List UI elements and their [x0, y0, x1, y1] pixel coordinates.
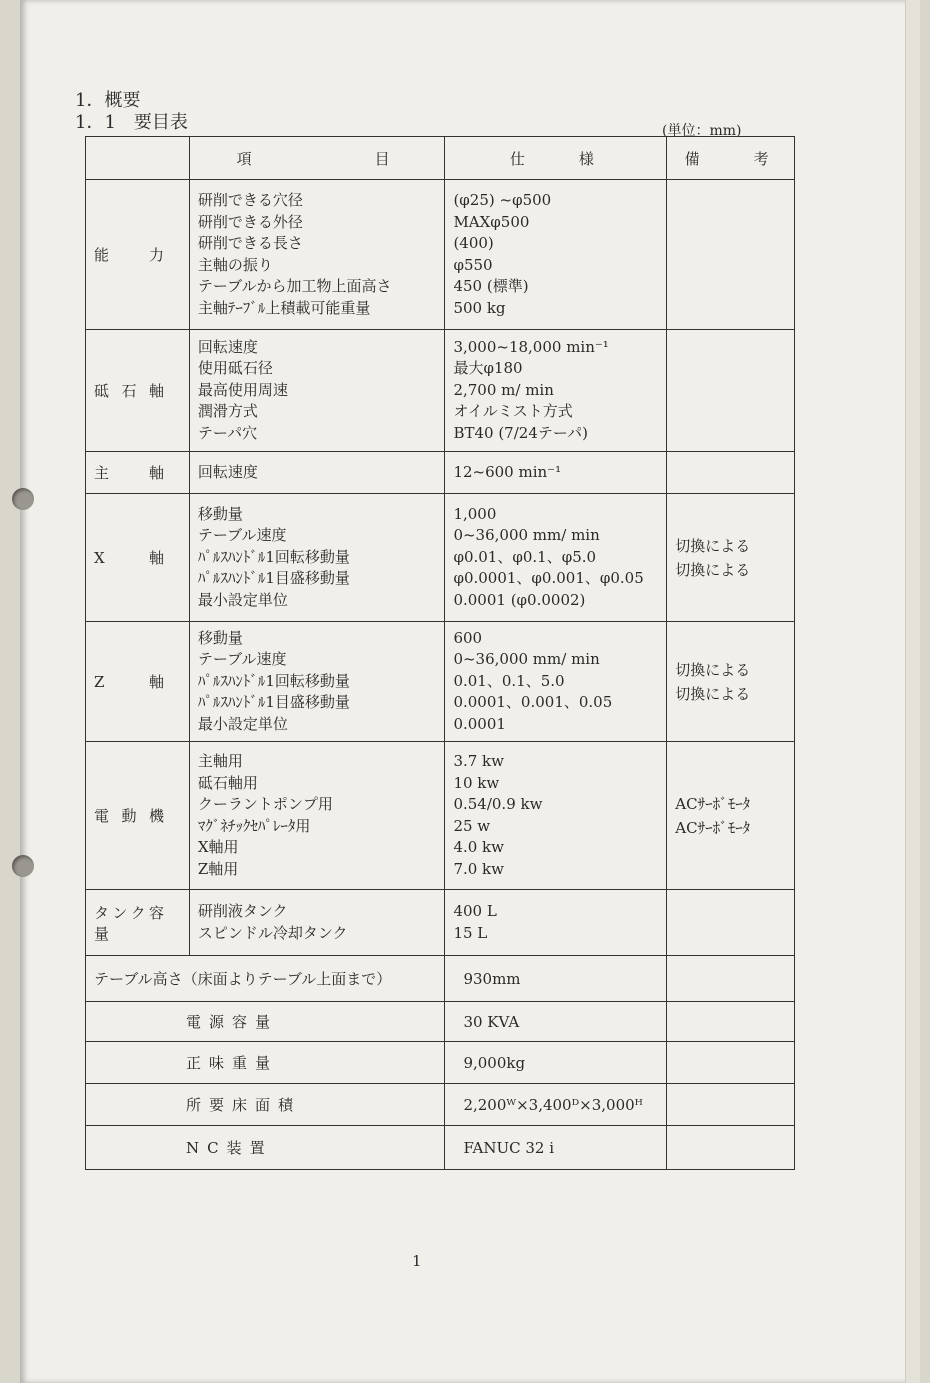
- spec-summary-row: [86, 956, 795, 1002]
- spec-cell: [445, 452, 667, 494]
- spec-summary-row: [86, 1084, 795, 1126]
- note-cell: [667, 622, 795, 742]
- subsection-title: 1．1 要目表: [75, 112, 188, 133]
- item-text: クーラントポンプ用: [197, 795, 333, 813]
- summary-note: [667, 1042, 795, 1084]
- header-item: 項 目: [189, 137, 445, 180]
- spec-text: 0~36,000 mm/ min: [453, 526, 600, 545]
- spec-summary-row: [86, 1126, 795, 1170]
- summary-note: [667, 1002, 795, 1042]
- section-title: 1．概要: [75, 90, 141, 111]
- header-blank: [86, 137, 190, 180]
- spec-text: 2,700 m/ min: [453, 380, 554, 399]
- item-text: 主軸ﾃｰﾌﾞﾙ上積載可能重量: [197, 298, 371, 317]
- summary-note: [667, 1126, 795, 1170]
- note-cell: [667, 890, 795, 956]
- item-cell: [189, 180, 445, 330]
- item-text: 主軸用: [197, 752, 243, 770]
- item-text: テーブル速度: [197, 650, 287, 669]
- summary-label: 正味重量: [86, 1042, 445, 1084]
- item-text: X軸用: [197, 838, 239, 856]
- item-text: 砥石軸用: [197, 773, 258, 792]
- spec-text: 0.01、0.1、5.0: [453, 671, 565, 690]
- spec-table: [85, 136, 795, 1170]
- spec-text: 500 kg: [453, 298, 506, 317]
- spec-text: 450 (標準): [453, 277, 529, 295]
- spec-text: φ550: [453, 255, 493, 274]
- category-cell: [86, 330, 190, 452]
- note-text: 切換による: [675, 684, 751, 703]
- item-text: テーブル速度: [197, 526, 287, 545]
- spec-cell: [445, 180, 667, 330]
- spec-text: MAXφ500: [453, 212, 530, 231]
- item-text: スピンドル冷却タンク: [197, 923, 348, 942]
- binder-ring: [12, 488, 34, 510]
- category-label: Z 軸: [94, 673, 164, 691]
- spec-text: 3.7 kw: [453, 752, 504, 770]
- item-text: 最小設定単位: [197, 590, 288, 609]
- spec-group-row: [86, 890, 795, 956]
- summary-note: [667, 956, 795, 1002]
- table-header-row: [86, 137, 795, 180]
- category-label: 砥 石 軸: [94, 382, 164, 400]
- spec-text: オイルミスト方式: [453, 402, 573, 421]
- spec-text: 600: [453, 628, 483, 647]
- summary-spec: 2,200ᵂ×3,400ᴰ×3,000ᴴ: [445, 1084, 667, 1126]
- item-cell: [189, 494, 445, 622]
- summary-spec: 9,000kg: [445, 1042, 667, 1084]
- spec-text: 0.0001: [453, 714, 506, 733]
- category-cell: [86, 622, 190, 742]
- spec-text: BT40 (7/24テーパ): [453, 423, 588, 442]
- spec-group-row: [86, 330, 795, 452]
- item-text: ﾏｸﾞﾈﾁｯｸｾﾊﾟﾚｰﾀ用: [197, 816, 311, 835]
- item-cell: [189, 622, 445, 742]
- spec-cell: [445, 330, 667, 452]
- spec-text: 0.0001、0.001、0.05: [453, 693, 613, 712]
- spec-text: (φ25) ~φ500: [453, 191, 552, 209]
- spec-summary-row: [86, 1002, 795, 1042]
- item-text: テーパ穴: [197, 423, 258, 442]
- note-text: 切換による: [675, 536, 751, 555]
- item-text: 研削できる穴径: [197, 191, 303, 209]
- summary-spec: 930mm: [445, 956, 667, 1002]
- item-text: 使用砥石径: [197, 359, 273, 378]
- spec-text: 0~36,000 mm/ min: [453, 650, 600, 669]
- item-cell: [189, 742, 445, 890]
- spec-text: 7.0 kw: [453, 859, 504, 878]
- note-cell: [667, 742, 795, 890]
- spec-text: 0.54/0.9 kw: [453, 795, 543, 813]
- spec-cell: [445, 622, 667, 742]
- spec-group-row: [86, 622, 795, 742]
- item-text: 潤滑方式: [197, 402, 258, 421]
- category-cell: [86, 452, 190, 494]
- summary-spec: 30 KVA: [445, 1002, 667, 1042]
- item-text: 最小設定単位: [197, 714, 288, 733]
- category-label: X 軸: [94, 549, 164, 567]
- item-text: 回転速度: [197, 462, 258, 481]
- spec-group-row: [86, 180, 795, 330]
- summary-label: 所要床面積: [86, 1084, 445, 1126]
- spec-text: 10 kw: [453, 773, 500, 792]
- item-cell: [189, 330, 445, 452]
- spec-text: 0.0001 (φ0.0002): [453, 590, 586, 609]
- note-cell: [667, 180, 795, 330]
- item-cell: [189, 452, 445, 494]
- spec-text: 12~600 min⁻¹: [453, 462, 562, 481]
- category-cell: [86, 742, 190, 890]
- item-text: 移動量: [197, 504, 243, 523]
- note-cell: [667, 494, 795, 622]
- summary-label: 電源容量: [86, 1002, 445, 1042]
- binder-ring: [12, 855, 34, 877]
- document-page: [20, 0, 920, 1383]
- item-text: 研削できる外径: [197, 212, 303, 231]
- spec-text: 15 L: [453, 923, 488, 942]
- spec-text: φ0.0001、φ0.001、φ0.05: [453, 569, 644, 588]
- header-spec: 仕 様: [445, 137, 667, 180]
- item-text: ﾊﾟﾙｽﾊﾝﾄﾞﾙ1目盛移動量: [197, 693, 350, 712]
- item-text: 最高使用周速: [197, 380, 288, 399]
- spec-text: 4.0 kw: [453, 838, 504, 856]
- summary-label: NC装置: [86, 1126, 445, 1170]
- spec-summary-row: [86, 1042, 795, 1084]
- note-cell: [667, 452, 795, 494]
- item-text: 主軸の振り: [197, 255, 273, 274]
- category-label: 電 動 機: [94, 807, 164, 825]
- summary-label: テーブル高さ（床面よりテーブル上面まで）: [86, 956, 445, 1002]
- category-label: 主 軸: [94, 464, 164, 482]
- category-label: 能 力: [94, 246, 164, 264]
- item-text: ﾊﾟﾙｽﾊﾝﾄﾞﾙ1回転移動量: [197, 547, 350, 566]
- spec-text: 25 w: [453, 816, 491, 835]
- item-text: 研削できる長さ: [197, 234, 303, 252]
- page-number: 1: [412, 1252, 422, 1270]
- item-text: ﾊﾟﾙｽﾊﾝﾄﾞﾙ1目盛移動量: [197, 569, 350, 588]
- spec-text: 1,000: [453, 504, 497, 523]
- spec-cell: [445, 494, 667, 622]
- spec-cell: [445, 742, 667, 890]
- page-edge: [905, 0, 920, 1383]
- spec-text: 最大φ180: [453, 359, 523, 378]
- header-note: 備 考: [667, 137, 795, 180]
- spec-text: φ0.01、φ0.1、φ5.0: [453, 547, 597, 566]
- item-text: 研削液タンク: [197, 902, 288, 920]
- unit-note: (単位：mm): [662, 123, 742, 139]
- item-text: Z軸用: [197, 859, 239, 878]
- item-text: 回転速度: [197, 337, 258, 356]
- spec-text: 400 L: [453, 902, 497, 920]
- spec-group-row: [86, 452, 795, 494]
- category-label: タンク容量: [94, 903, 164, 943]
- note-text: ACｻｰﾎﾞﾓｰﾀ: [675, 794, 751, 813]
- summary-spec: FANUC 32 i: [445, 1126, 667, 1170]
- spec-group-row: [86, 494, 795, 622]
- category-cell: [86, 180, 190, 330]
- spec-group-row: [86, 742, 795, 890]
- category-cell: [86, 890, 190, 956]
- category-cell: [86, 494, 190, 622]
- summary-note: [667, 1084, 795, 1126]
- spec-cell: [445, 890, 667, 956]
- item-text: テーブルから加工物上面高さ: [197, 277, 392, 295]
- note-text: ACｻｰﾎﾞﾓｰﾀ: [675, 818, 751, 837]
- item-cell: [189, 890, 445, 956]
- spec-text: 3,000~18,000 min⁻¹: [453, 337, 609, 356]
- note-text: 切換による: [675, 660, 751, 679]
- note-cell: [667, 330, 795, 452]
- spec-text: (400): [453, 234, 494, 252]
- item-text: 移動量: [197, 628, 243, 647]
- item-text: ﾊﾟﾙｽﾊﾝﾄﾞﾙ1回転移動量: [197, 671, 350, 690]
- note-text: 切換による: [675, 560, 751, 579]
